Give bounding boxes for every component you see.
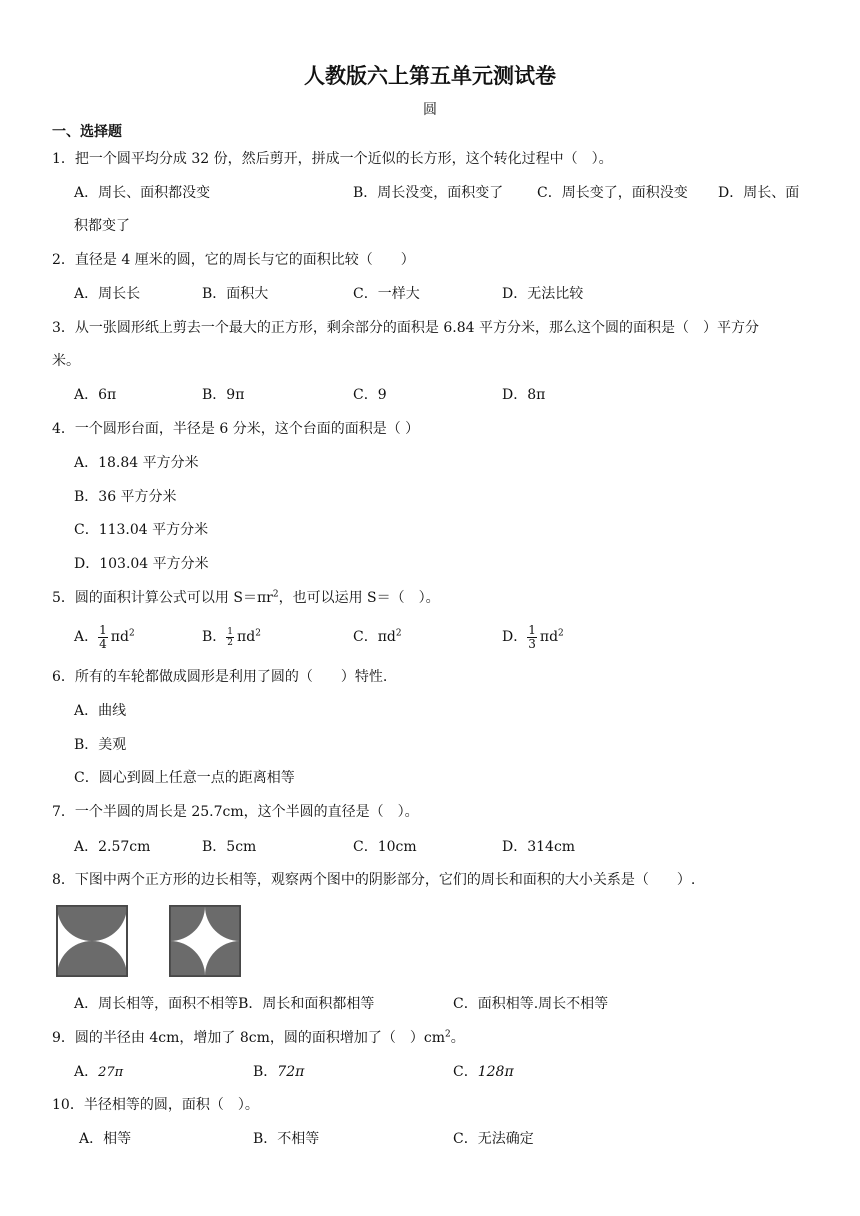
question-9-option-c	[453, 1062, 514, 1082]
superscript: 2	[558, 628, 564, 639]
option-value: 128π	[477, 1064, 514, 1080]
question-2-option-d: D．无法比较	[502, 286, 584, 302]
section-heading: 一、选择题	[52, 124, 122, 140]
option-label: B．	[253, 1064, 278, 1080]
fraction-denominator: 3	[528, 636, 536, 651]
question-4-option-d: D．103.04 平方分米	[74, 556, 209, 572]
question-3-option-c: C．9	[353, 387, 387, 403]
question-6-option-b: B．美观	[74, 737, 127, 753]
formula-text: πd	[110, 629, 129, 645]
question-1-option-d: D．周长、面	[718, 185, 800, 201]
question-7-stem: 7．一个半圆的周长是 25.7cm，这个半圆的直径是（ ）。	[52, 804, 419, 820]
question-3-stem: 3．从一张圆形纸上剪去一个最大的正方形，剩余部分的面积是 6.84 平方分米，那么这个圆的面积是（ ）平方分	[52, 320, 759, 336]
fraction-denominator: 2	[227, 637, 234, 648]
option-label: C．	[353, 629, 378, 645]
formula-text: πd	[377, 629, 396, 645]
question-3-option-b: B．9π	[202, 387, 245, 403]
option-label: C．	[453, 1064, 478, 1080]
question-6-option-c: C．圆心到圆上任意一点的距离相等	[74, 770, 295, 786]
question-8-stem: 8．下图中两个正方形的边长相等，观察两个图中的阴影部分，它们的周长和面积的大小关系是（ ）.	[52, 872, 696, 888]
option-label: A．	[74, 1064, 99, 1080]
question-5-option-a	[74, 620, 135, 654]
question-5-option-b	[202, 620, 261, 654]
question-9-stem-tail: 。	[450, 1030, 465, 1046]
option-label: D．	[502, 629, 528, 645]
question-4-option-b: B．36 平方分米	[74, 489, 177, 505]
page-title: 人教版六上第五单元测试卷	[304, 63, 556, 88]
formula-text: πd	[237, 629, 256, 645]
question-1-stem: 1．把一个圆平均分成 32 份，然后剪开，拼成一个近似的长方形，这个转化过程中（ ）。	[52, 151, 613, 167]
question-3-option-d: D．8π	[502, 387, 546, 403]
fraction-numerator: 1	[227, 626, 234, 637]
superscript: 2	[444, 1029, 451, 1040]
option-label: A．	[74, 629, 99, 645]
question-5-option-c	[353, 620, 402, 654]
formula-text: πd	[539, 629, 559, 645]
option-value: 72π	[277, 1064, 305, 1080]
question-10-option-a: A．相等	[79, 1131, 132, 1147]
superscript: 2	[255, 628, 261, 639]
question-4-option-c: C．113.04 平方分米	[74, 522, 209, 538]
question-7-option-d: D．314cm	[502, 839, 576, 855]
page-subtitle: 圆	[423, 102, 437, 118]
option-label: B．	[202, 629, 227, 645]
question-2-option-b: B．面积大	[202, 286, 269, 302]
fraction-numerator: 1	[99, 622, 107, 637]
question-4-stem: 4．一个圆形台面，半径是 6 分米，这个台面的面积是（ ）	[52, 421, 420, 437]
question-8-option-c: C．面积相等.周长不相等	[453, 996, 609, 1012]
question-6-option-a: A．曲线	[74, 703, 127, 719]
question-6-stem: 6．所有的车轮都做成圆形是利用了圆的（ ）特性.	[52, 669, 388, 685]
fraction	[527, 624, 537, 651]
question-7-option-b: B．5cm	[202, 839, 257, 855]
figure-quarter-circles	[169, 905, 241, 977]
question-9-stem-text: 9．圆的半径由 4cm，增加了 8cm，圆的面积增加了（ ）cm	[52, 1030, 445, 1046]
fraction-numerator: 1	[528, 622, 536, 637]
question-5-stem-text: 5．圆的面积计算公式可以用 S＝πr	[52, 590, 273, 606]
question-5-stem-tail: ，也可以运用 S＝（ ）。	[278, 590, 440, 606]
question-1-option-c: C．周长变了，面积没变	[537, 185, 688, 201]
question-10-stem: 10．半径相等的圆，面积（ ）。	[52, 1097, 259, 1113]
option-value: 27π	[98, 1065, 124, 1080]
question-7-option-a: A．2.57cm	[74, 839, 151, 855]
question-10-option-c: C．无法确定	[453, 1131, 534, 1147]
question-1-option-a: A．周长、面积都没变	[74, 185, 211, 201]
question-1-option-d-continued: 积都变了	[74, 218, 130, 234]
superscript: 2	[128, 628, 135, 639]
fraction	[98, 624, 108, 651]
superscript: 2	[272, 589, 279, 600]
question-7-option-c: C．10cm	[353, 839, 417, 855]
question-10-option-b: B．不相等	[253, 1131, 320, 1147]
question-2-option-a: A．周长长	[74, 286, 141, 302]
superscript: 2	[395, 628, 402, 639]
question-3-stem-continued: 米。	[52, 353, 80, 369]
question-9-stem	[52, 1028, 465, 1048]
question-4-option-a: A．18.84 平方分米	[74, 455, 199, 471]
question-5-stem	[52, 588, 440, 608]
question-8-options-ab: A．周长相等，面积不相等B．周长和面积都相等	[74, 996, 375, 1012]
fraction	[226, 627, 234, 648]
question-3-option-a: A．6π	[74, 387, 117, 403]
question-2-stem: 2．直径是 4 厘米的圆，它的周长与它的面积比较（ ）	[52, 252, 415, 268]
question-1-option-b: B．周长没变，面积变了	[353, 185, 504, 201]
fraction-denominator: 4	[99, 636, 107, 651]
question-9-option-a	[74, 1062, 123, 1083]
figure-semicircles	[56, 905, 128, 977]
question-9-option-b	[253, 1062, 304, 1082]
question-2-option-c: C．一样大	[353, 286, 420, 302]
question-5-option-d	[502, 620, 564, 654]
